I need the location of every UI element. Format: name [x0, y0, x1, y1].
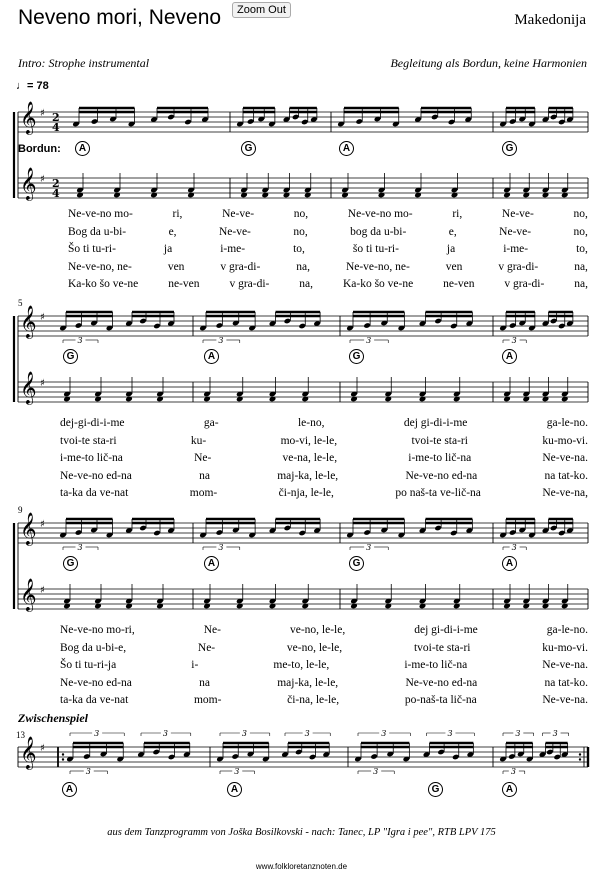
lyric-syllable: dej gi-di-i-me — [403, 417, 468, 429]
lyric-syllable: ga-le-no. — [546, 417, 588, 429]
lyric-line — [60, 677, 588, 689]
lyric-syllable: to, — [293, 243, 305, 255]
lyric-syllable: Ne-ve-no ed-na — [405, 676, 478, 689]
lyric-syllable: Ka-ko šo ve-ne — [342, 278, 414, 290]
lyric-syllable: e, — [448, 225, 457, 238]
lyric-syllable: maj-ka, le-le, — [277, 676, 339, 689]
lyric-syllable: Bog da u-bi-e, — [60, 641, 127, 654]
lyric-syllable: Ne-ve-na. — [542, 452, 588, 464]
tuplet-number: 3 — [552, 729, 558, 738]
tuplet-number: 3 — [381, 729, 387, 738]
lyric-syllable: ta-ka da ve-nat — [60, 694, 129, 706]
lyric-syllable: Ne-ve-na. — [542, 659, 588, 671]
lyric-syllable: Ne-ve-no mo- — [68, 208, 133, 220]
tuplet-number: 3 — [366, 336, 372, 345]
lyric-line — [60, 435, 588, 447]
bordun-label: Bordun: — [18, 143, 61, 155]
sharp-icon: ♯ — [40, 585, 45, 596]
tuplet-number: 3 — [85, 767, 91, 776]
lyric-syllable: mom- — [189, 487, 218, 499]
lyric-syllable: i-me-to lič-na — [408, 452, 472, 464]
lyric-line — [68, 278, 588, 290]
sharp-icon: ♯ — [40, 312, 45, 323]
lyric-syllable: Ne- — [203, 624, 221, 636]
zoom-out-button[interactable]: Zoom Out — [232, 2, 291, 18]
chord-symbol: A — [502, 782, 517, 797]
lyric-syllable: či-nja, le-le, — [278, 487, 334, 499]
chord-symbol: G — [428, 782, 443, 797]
lyric-syllable: na, — [574, 260, 588, 273]
tempo-marking: ♩= 78 — [16, 80, 49, 92]
lyric-syllable: na — [199, 676, 210, 689]
lyric-syllable: Ne- — [197, 641, 216, 654]
lyric-syllable: me-to, le-le, — [273, 659, 330, 671]
measure-number: 13 — [16, 730, 25, 740]
tuplet-number: 3 — [77, 336, 83, 345]
lyric-syllable: i-me-to lič-na — [404, 659, 468, 671]
lyric-syllable: Šo ti tu-ri- — [68, 243, 116, 255]
tuplet-number: 3 — [218, 543, 224, 552]
lyric-syllable: Bog da u-bi- — [68, 225, 127, 238]
lyric-syllable: ri, — [452, 208, 463, 220]
lyric-syllable: i-me- — [503, 243, 529, 255]
lyric-line — [60, 659, 588, 671]
lyric-line — [68, 243, 588, 255]
lyric-line — [60, 642, 588, 654]
lyric-syllable: maj-ka, le-le, — [277, 469, 339, 482]
lyric-syllable: dej-gi-di-i-me — [60, 417, 125, 429]
lyric-syllable: v gra-di- — [220, 260, 261, 273]
lyric-syllable: ven — [445, 260, 463, 273]
lyric-syllable: Ne-ve-no ed-na — [60, 676, 132, 689]
repeat-dot — [62, 758, 64, 760]
lyric-syllable: na, — [299, 278, 314, 290]
lyric-syllable: ve-no, le-le, — [289, 624, 346, 636]
sharp-icon: ♯ — [40, 378, 45, 389]
lyric-syllable: e, — [168, 225, 177, 238]
time-signature: 2 — [52, 111, 60, 124]
lyric-line — [60, 470, 588, 482]
lyric-syllable: na — [199, 469, 210, 482]
lyric-syllable: no, — [573, 225, 588, 238]
treble-clef-icon: 𝄞 — [20, 736, 37, 769]
chord-symbol: A — [227, 782, 242, 797]
lyric-syllable: ne-ven — [168, 278, 200, 290]
lyric-line — [68, 261, 588, 273]
measure-number: 5 — [18, 298, 23, 308]
treble-clef-icon: 𝄞 — [20, 101, 37, 134]
chord-symbol: A — [339, 141, 354, 156]
sharp-icon: ♯ — [40, 174, 45, 185]
lyric-syllable: na, — [296, 260, 310, 273]
tuplet-number: 3 — [162, 729, 168, 738]
lyric-syllable: ri, — [172, 208, 183, 220]
tuplet-number: 3 — [304, 729, 310, 738]
lyric-syllable: Ne-ve-na, — [542, 487, 588, 499]
lyric-syllable: po-naš-ta lič-na — [404, 694, 477, 706]
lyric-line — [60, 452, 588, 464]
lyric-syllable: ne-ven — [443, 278, 475, 290]
lyric-syllable: Ne-ve- — [222, 208, 255, 220]
chord-symbol: A — [502, 556, 517, 571]
tuplet-number: 3 — [366, 543, 372, 552]
tuplet-number: 3 — [234, 767, 240, 776]
chord-symbol: G — [63, 349, 78, 364]
lyric-syllable: ja — [446, 243, 456, 255]
lyric-syllable: na tat-ko. — [544, 676, 588, 689]
lyric-syllable: le-no, — [297, 417, 325, 429]
lyric-syllable: v gra-di- — [498, 260, 539, 273]
lyric-syllable: Ne-ve-no mo-ri, — [60, 624, 135, 636]
tuplet-number: 3 — [77, 543, 83, 552]
lyric-syllable: tvoi-te sta-ri — [413, 641, 471, 654]
lyric-syllable: no, — [293, 208, 309, 220]
lyric-syllable: ku- — [190, 434, 207, 447]
lyric-syllable: po naš-ta ve-lič-na — [395, 487, 481, 499]
chord-symbol: A — [502, 349, 517, 364]
tuplet-number: 3 — [515, 729, 521, 738]
lyric-syllable: Ne-ve-no, ne- — [68, 260, 132, 273]
lyric-line — [68, 208, 588, 220]
song-title: Neveno mori, Neveno — [18, 6, 222, 29]
treble-clef-icon: 𝄞 — [20, 305, 37, 338]
lyric-syllable: Ne-ve- — [499, 225, 532, 238]
lyric-syllable: ga- — [203, 417, 219, 429]
lyric-syllable: šo ti tu-ri- — [352, 243, 399, 255]
lyric-syllable: to, — [576, 243, 588, 255]
lyric-syllable: Ne-ve-no, ne- — [345, 260, 410, 273]
lyric-syllable: či-na, le-le, — [287, 694, 340, 706]
lyric-syllable: tvoi-te sta-ri — [411, 434, 468, 447]
lyric-syllable: i- — [191, 659, 199, 671]
accompaniment-note: Begleitung als Bordun, keine Harmonien — [390, 56, 587, 70]
tuplet-number: 3 — [511, 543, 517, 552]
lyric-syllable: Ne- — [194, 452, 212, 464]
time-signature: 4 — [52, 121, 60, 134]
treble-clef-icon: 𝄞 — [20, 512, 37, 545]
lyric-syllable: ta-ka da ve-nat — [60, 487, 129, 499]
lyric-line — [60, 417, 588, 429]
sharp-icon: ♯ — [40, 108, 45, 119]
lyric-syllable: na tat-ko. — [544, 469, 588, 482]
time-signature: 2 — [52, 177, 60, 190]
lyric-syllable: Ne-ve-no ed-na — [405, 469, 478, 482]
chord-symbol: A — [204, 556, 219, 571]
lyric-syllable: Ka-ko šo ve-ne — [68, 278, 139, 290]
interlude-label: Zwischenspiel — [18, 711, 89, 725]
tuplet-number: 3 — [447, 729, 453, 738]
tuplet-number: 3 — [94, 729, 100, 738]
repeat-dot — [579, 758, 581, 760]
repeat-dot — [579, 753, 581, 755]
lyric-syllable: ku-mo-vi. — [542, 641, 588, 654]
tuplet-number: 3 — [511, 336, 517, 345]
measure-number: 9 — [18, 505, 23, 515]
lyric-syllable: Šo ti tu-ri-ja — [60, 659, 117, 671]
lyric-syllable: ja — [163, 243, 173, 255]
lyric-syllable: i-me- — [220, 243, 246, 255]
tuplet-number: 3 — [218, 336, 224, 345]
chord-symbol: A — [75, 141, 90, 156]
lyric-syllable: Ne-ve- — [218, 225, 251, 238]
lyric-syllable: ve-no, le-le, — [286, 641, 343, 654]
lyric-syllable: mo-vi, le-le, — [280, 434, 338, 447]
tuplet-number: 3 — [510, 767, 516, 776]
lyric-syllable: tvoi-te sta-ri — [60, 434, 117, 447]
lyric-syllable: v gra-di- — [504, 278, 545, 290]
lyric-line — [68, 226, 588, 238]
lyric-syllable: na, — [574, 278, 588, 290]
lyric-syllable: ga-le-no. — [546, 624, 588, 636]
lyric-syllable: ven — [167, 260, 185, 273]
lyric-syllable: Ne-ve-no mo- — [347, 208, 413, 220]
lyric-syllable: Ne-ve-no ed-na — [60, 469, 132, 482]
intro-note: Intro: Strophe instrumental — [18, 56, 150, 70]
lyric-syllable: no, — [293, 225, 308, 238]
tuplet-number: 3 — [241, 729, 247, 738]
chord-symbol: G — [502, 141, 517, 156]
website-url: www.folkloretanznoten.de — [255, 862, 348, 871]
region-label: Makedonija — [514, 12, 586, 28]
chord-symbol: G — [63, 556, 78, 571]
sharp-icon: ♯ — [40, 519, 45, 530]
chord-symbol: G — [349, 556, 364, 571]
repeat-dot — [62, 753, 64, 755]
lyric-syllable: ve-na, le-le, — [282, 452, 338, 464]
treble-clef-icon: 𝄞 — [20, 167, 37, 200]
chord-symbol: A — [204, 349, 219, 364]
chord-symbol: G — [349, 349, 364, 364]
lyric-syllable: i-me-to lič-na — [60, 452, 123, 464]
lyric-syllable: no, — [573, 208, 588, 220]
treble-clef-icon: 𝄞 — [20, 371, 37, 404]
treble-clef-icon: 𝄞 — [20, 578, 37, 611]
lyric-line — [60, 487, 588, 499]
lyric-line — [60, 624, 588, 636]
lyric-syllable: ku-mo-vi. — [542, 434, 588, 447]
time-signature: 4 — [52, 187, 60, 200]
lyric-syllable: Ne-ve-na. — [542, 694, 588, 706]
lyric-syllable: mom- — [193, 694, 222, 706]
lyric-syllable: v gra-di- — [229, 278, 270, 290]
lyric-syllable: dej gi-di-i-me — [414, 624, 478, 636]
tuplet-number: 3 — [373, 767, 379, 776]
chord-symbol: G — [241, 141, 256, 156]
chord-symbol: A — [62, 782, 77, 797]
lyric-syllable: Ne-ve- — [501, 208, 534, 220]
sharp-icon: ♯ — [40, 743, 45, 754]
source-credit: aus dem Tanzprogramm von Joška Bosilkovski - nach: Tanec, LP "Igra i pee", RTB LPV 175 — [107, 827, 496, 838]
lyric-line — [60, 694, 588, 706]
lyric-syllable: bog da u-bi- — [350, 225, 407, 238]
